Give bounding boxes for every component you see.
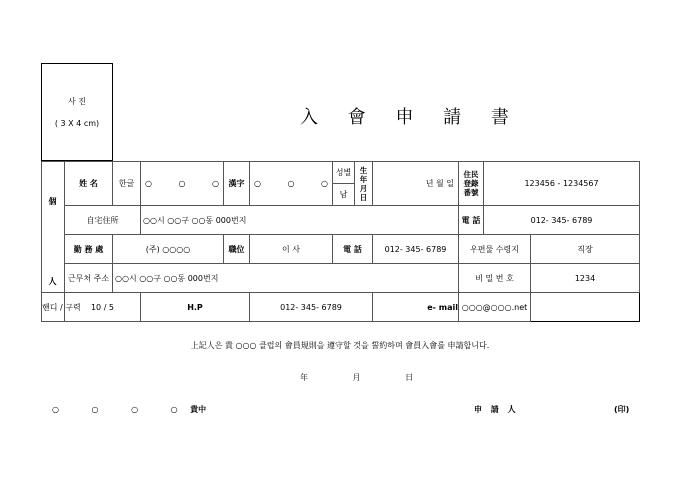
birth-label: 生年月日 xyxy=(355,162,373,206)
work-address-label: 근무처 주소 xyxy=(65,264,113,293)
home-address-label: 自宅住所 xyxy=(65,206,141,235)
email-value[interactable]: ○○○@○○○.net xyxy=(459,293,531,322)
date-year: 年 xyxy=(300,373,308,382)
work-address-value[interactable]: ○○시 ○○구 ○○동 000번지 xyxy=(113,264,459,293)
addressee-suffix: 貴中 xyxy=(190,405,207,414)
work-phone-value[interactable]: 012- 345- 6789 xyxy=(373,235,459,264)
gender-value[interactable]: 남 xyxy=(333,184,355,206)
hangul-name-input[interactable]: ○ ○ ○ xyxy=(141,162,224,206)
applicant-label: 申 請 人 xyxy=(474,405,519,414)
hanja-name-input[interactable]: ○ ○ ○ xyxy=(250,162,333,206)
mail-destination-value[interactable]: 직장 xyxy=(531,235,640,264)
gender-label: 성별 xyxy=(333,162,355,184)
position-value[interactable]: 이 사 xyxy=(250,235,333,264)
position-label: 職位 xyxy=(224,235,250,264)
name-label: 姓 名 xyxy=(65,162,113,206)
photo-label: 사 진 xyxy=(68,97,86,106)
photo-box xyxy=(41,63,113,161)
date-day: 日 xyxy=(405,373,414,382)
side-label-top: 個 xyxy=(48,196,57,206)
date-month: 月 xyxy=(352,373,361,382)
page-title: 入 會 申 請 書 xyxy=(300,107,521,128)
home-phone-label: 電 話 xyxy=(459,206,484,235)
handicap-label: 핸디 / 구력 xyxy=(42,293,65,322)
birth-date-input[interactable]: 년 월 일 xyxy=(373,162,459,206)
club-name-line: ○ ○ ○ ○ 貴中 xyxy=(52,405,207,414)
side-label-cell xyxy=(42,162,65,293)
photo-size: ( 3 X 4 cm) xyxy=(54,119,100,128)
password-label: 비 밀 번 호 xyxy=(459,264,531,293)
hangul-label: 한글 xyxy=(113,162,141,206)
mail-destination-label: 우편물 수령지 xyxy=(459,235,531,264)
hp-value[interactable]: 012- 345- 6789 xyxy=(250,293,373,322)
work-phone-label: 電 話 xyxy=(333,235,373,264)
resident-number-label: 住民登錄番號 xyxy=(459,162,484,206)
application-form-table xyxy=(41,161,640,322)
workplace-value[interactable]: (주) ○○○○ xyxy=(113,235,224,264)
home-address-value[interactable]: ○○시 ○○구 ○○동 000번지 xyxy=(141,206,459,235)
home-phone-value[interactable]: 012- 345- 6789 xyxy=(484,206,640,235)
email-label: e- mail xyxy=(373,293,459,322)
application-date xyxy=(300,372,413,383)
side-label-bottom-text: 人 xyxy=(48,277,57,287)
resident-number-value[interactable]: 123456 - 1234567 xyxy=(484,162,640,206)
workplace-label: 勤 務 處 xyxy=(65,235,113,264)
password-value[interactable]: 1234 xyxy=(531,264,640,293)
hanja-label: 漢字 xyxy=(224,162,250,206)
hp-label: H.P xyxy=(141,293,250,322)
seal-mark: (印) xyxy=(614,405,630,414)
pledge-statement: 上記人은 貴 ○○○ 클럽의 會員規則을 遵守할 것을 誓約하며 會員入會를 申請합니다. xyxy=(190,341,490,350)
handicap-value[interactable]: 10 / 5 xyxy=(65,293,141,322)
